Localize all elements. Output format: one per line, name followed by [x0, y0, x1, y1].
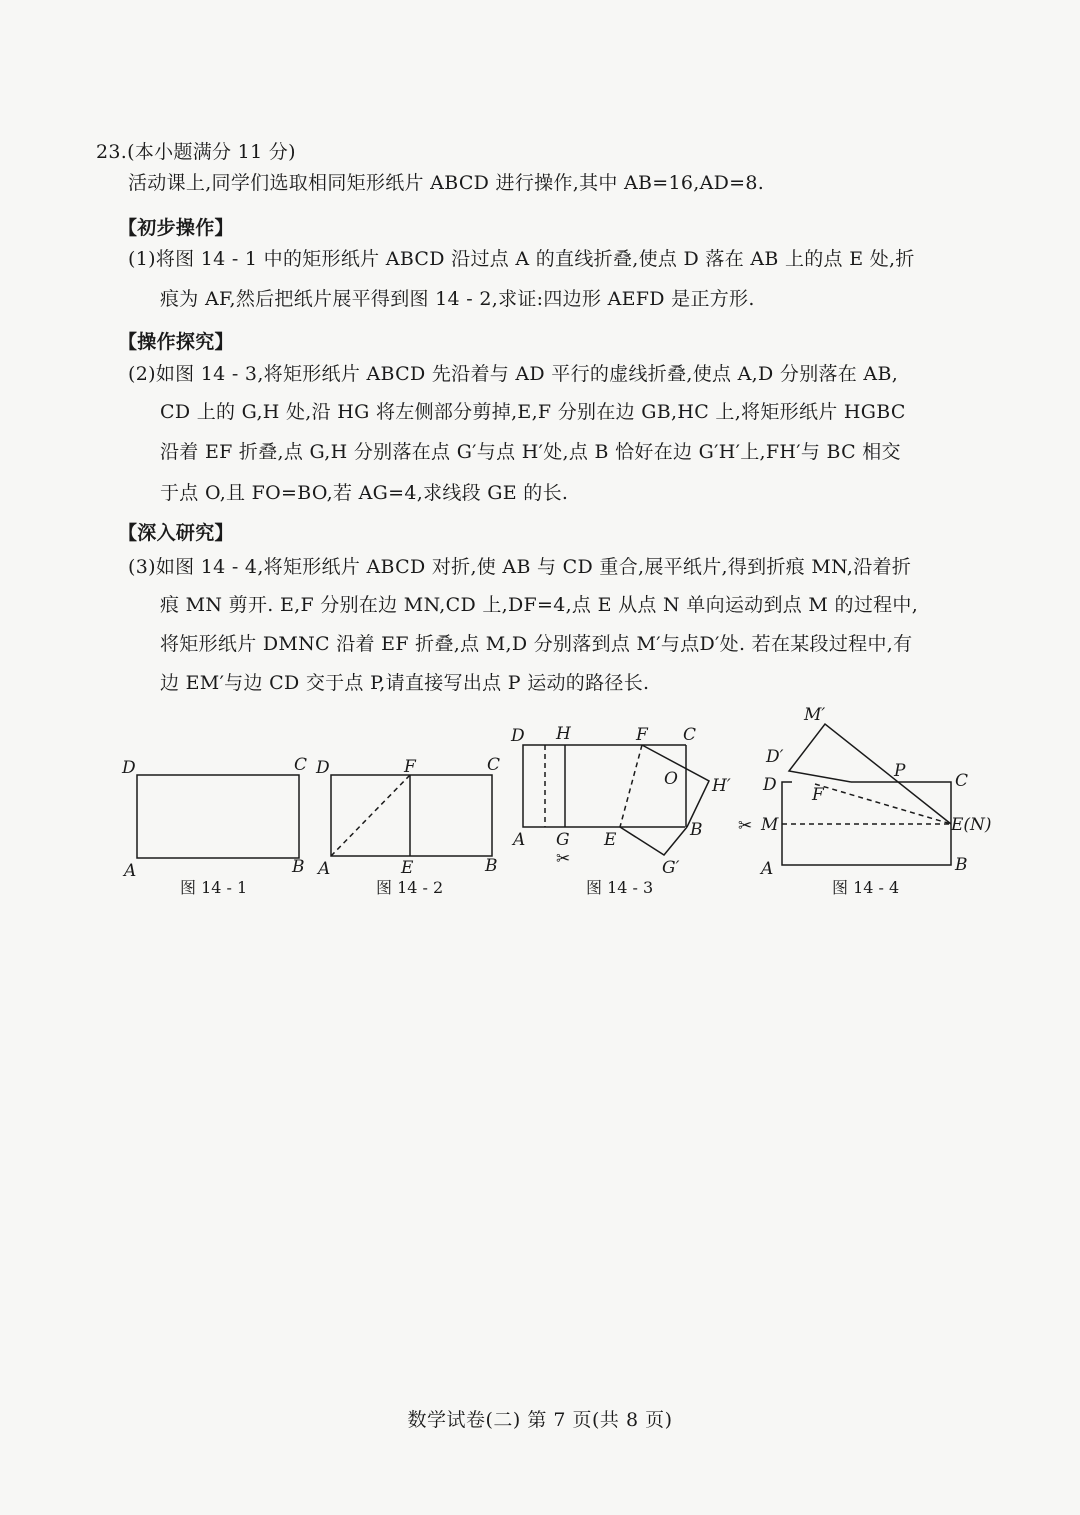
label-m: M — [761, 815, 779, 835]
segment-b-g-prime-e — [620, 827, 687, 855]
label-d-prime: D′ — [766, 747, 784, 767]
label-c: C — [294, 755, 308, 775]
figure-14-4 — [782, 724, 951, 865]
part1-line2: 痕为 AF,然后把纸片展平得到图 14 - 2,求证:四边形 AEFD 是正方形. — [160, 288, 755, 310]
label-d: D — [763, 775, 777, 795]
figure-14-2 — [331, 775, 492, 856]
part3-line4: 边 EM′与边 CD 交于点 P,请直接写出点 P 运动的路径长. — [160, 672, 650, 694]
figure-caption: 图 14 - 1 — [180, 878, 248, 897]
label-o: O — [664, 769, 678, 789]
part3-line1: (3)如图 14 - 4,将矩形纸片 ABCD 对折,使 AB 与 CD 重合,展平纸片,得到折痕 MN,沿着折 — [128, 556, 912, 578]
figure-caption: 图 14 - 3 — [586, 878, 654, 897]
part2-line1: (2)如图 14 - 3,将矩形纸片 ABCD 先沿着与 AD 平行的虚线折叠,使点 A,D 分别落在 AB, — [128, 363, 899, 385]
rectangle-abcd — [137, 775, 299, 858]
question-number: 23. — [96, 141, 128, 163]
label-a: A — [513, 830, 526, 850]
label-a: A — [124, 861, 137, 881]
label-e: E — [604, 830, 617, 850]
label-p: P — [894, 761, 906, 781]
label-g: G — [556, 830, 570, 850]
label-c: C — [683, 725, 697, 745]
label-f: F — [812, 785, 824, 805]
section-heading-deep: 【深入研究】 — [118, 522, 234, 544]
part1-line1: (1)将图 14 - 1 中的矩形纸片 ABCD 沿过点 A 的直线折叠,使点 D 落在 AB 上的点 E 处,折 — [128, 248, 915, 270]
question-intro: 活动课上,同学们选取相同矩形纸片 ABCD 进行操作,其中 AB=16,AD=8. — [128, 172, 765, 194]
part3-line3: 将矩形纸片 DMNC 沿着 EF 折叠,点 M,D 分别落到点 M′与点D′处. 若在某段过程中,有 — [160, 633, 913, 655]
section-heading-explore: 【操作探究】 — [118, 331, 234, 353]
part2-line2: CD 上的 G,H 处,沿 HG 将左侧部分剪掉,E,F 分别在边 GB,HC 上,将矩形纸片 HGBC — [160, 401, 906, 423]
label-b: B — [955, 855, 968, 875]
part3-line2: 痕 MN 剪开. E,F 分别在边 MN,CD 上,DF=4,点 E 从点 N 单向运动到点 M 的过程中, — [160, 594, 919, 616]
label-e-n: E(N) — [951, 815, 992, 835]
label-h-prime: H′ — [712, 776, 731, 796]
label-g-prime: G′ — [662, 858, 680, 878]
label-b: B — [485, 856, 498, 876]
label-a: A — [318, 859, 331, 879]
label-h: H — [556, 724, 571, 744]
figures-area — [110, 700, 1000, 905]
label-b: B — [690, 820, 703, 840]
page-footer: 数学试卷(二) 第 7 页(共 8 页) — [407, 1409, 673, 1431]
label-m-prime: M′ — [804, 705, 826, 725]
part2-line3: 沿着 EF 折叠,点 G,H 分别落在点 G′与点 H′处,点 B 恰好在边 G′H′上,FH′与 BC 相交 — [160, 441, 901, 463]
figure-caption: 图 14 - 2 — [376, 878, 444, 897]
label-b: B — [292, 857, 305, 877]
question-score: (本小题满分 11 分) — [127, 141, 296, 163]
label-c: C — [955, 771, 969, 791]
question-header — [96, 140, 296, 164]
figure-caption: 图 14 - 4 — [832, 878, 900, 897]
label-f: F — [404, 757, 416, 777]
crease-ef — [620, 745, 642, 827]
label-e: E — [401, 858, 414, 878]
crease-ef — [815, 784, 951, 824]
label-f: F — [636, 725, 648, 745]
label-d: D — [316, 758, 330, 778]
label-d: D — [511, 726, 525, 746]
label-d: D — [122, 758, 136, 778]
label-a: A — [761, 859, 774, 879]
part2-line4: 于点 O,且 FO=BO,若 AG=4,求线段 GE 的长. — [160, 482, 569, 504]
rectangle-outline — [523, 745, 686, 827]
figure-14-1 — [137, 775, 299, 858]
scissors-icon: ✂ — [556, 849, 571, 869]
section-heading-initial: 【初步操作】 — [118, 217, 234, 239]
folded-part — [789, 724, 951, 824]
label-c: C — [487, 755, 501, 775]
scissors-icon: ✂ — [738, 816, 753, 836]
rectangle-abcd — [331, 775, 492, 856]
crease-af — [331, 775, 410, 856]
